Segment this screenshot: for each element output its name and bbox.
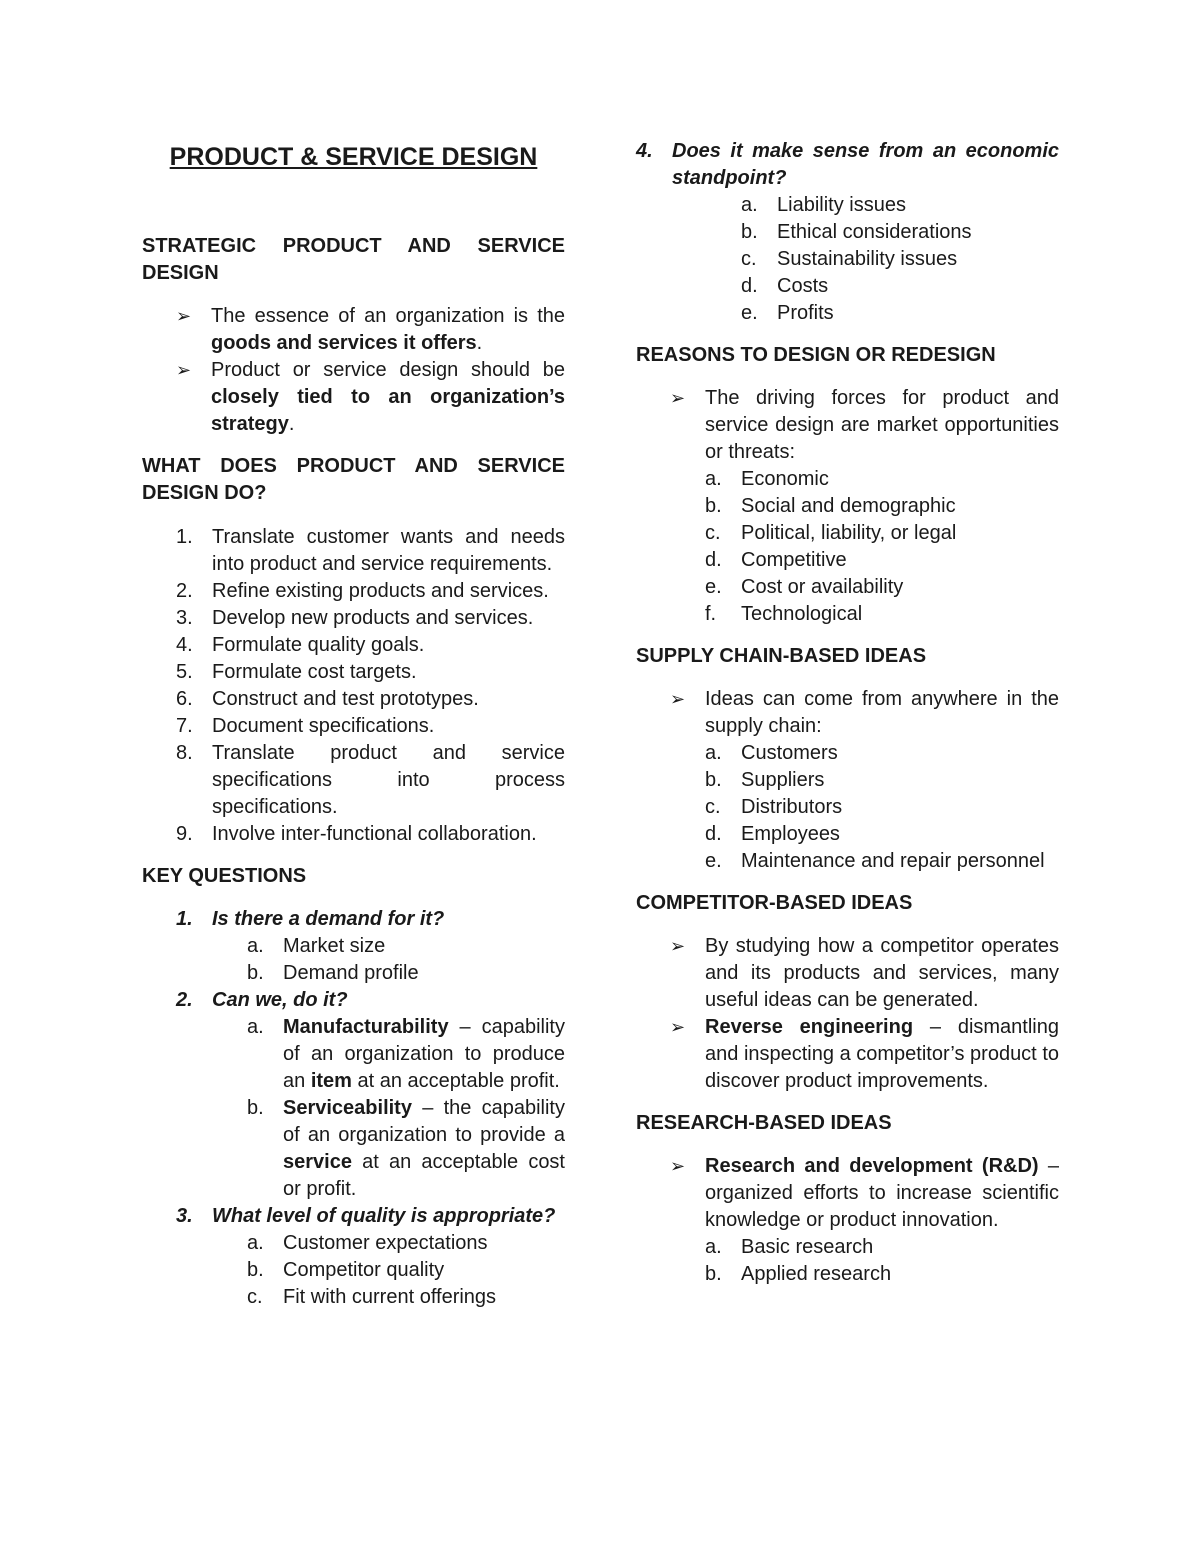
list-number: 8. (176, 742, 193, 764)
sub-text: Employees (741, 823, 840, 845)
question-item (142, 1203, 565, 1230)
sub-text-end: at an acceptable profit. (351, 1070, 560, 1092)
sub-item (636, 740, 1059, 767)
bullet-text: By studying how a competitor operates and its products and services, many useful ideas can be generated. (705, 935, 1059, 1011)
list-item (142, 605, 565, 632)
sub-item (636, 848, 1059, 875)
arrow-bullet-icon: ➢ (670, 689, 686, 709)
numbered-list (142, 524, 565, 848)
sub-text: Customer expectations (283, 1232, 488, 1254)
list-text: Translate customer wants and needs into product and service requirements. (212, 526, 565, 575)
list-text: Construct and test prototypes. (212, 688, 479, 710)
bullet-item (636, 1014, 1059, 1095)
bullet-text: The driving forces for product and service design are market opportunities or threats: (705, 387, 1059, 463)
question-number: 3. (176, 1205, 193, 1227)
list-number: 9. (176, 823, 193, 845)
arrow-bullet-icon: ➢ (176, 360, 192, 380)
list-number: 1. (176, 526, 193, 548)
sub-item (142, 1014, 565, 1095)
term-reverse-engineering: Reverse engineering (705, 1016, 914, 1038)
sub-item (142, 1230, 565, 1257)
sub-item (142, 1284, 565, 1311)
arrow-bullet-icon: ➢ (670, 388, 686, 408)
sub-letter: d. (741, 275, 758, 297)
sub-letter: c. (705, 522, 721, 544)
sub-letter: b. (247, 1259, 264, 1281)
sub-item (636, 794, 1059, 821)
list-text: Formulate quality goals. (212, 634, 425, 656)
list-item (142, 821, 565, 848)
bullet-item (142, 303, 565, 357)
sub-letter: a. (247, 1232, 264, 1254)
sub-text: Demand profile (283, 962, 419, 984)
bullet-text: The essence of an organization is the (211, 305, 565, 327)
list-text: Refine existing products and services. (212, 580, 549, 602)
sub-text: Cost or availability (741, 576, 904, 598)
sub-item (636, 601, 1059, 628)
arrow-bullet-icon: ➢ (670, 936, 686, 956)
sub-text: Maintenance and repair personnel (741, 850, 1045, 872)
sub-letter: b. (247, 1097, 264, 1119)
sub-text-end: at an acceptable cost or profit. (283, 1151, 565, 1200)
list-item (142, 686, 565, 713)
sub-text: Economic (741, 468, 829, 490)
sub-text: Competitive (741, 549, 847, 571)
sub-letter: b. (247, 962, 264, 984)
sub-item (142, 1257, 565, 1284)
sub-text: Profits (777, 302, 834, 324)
right-column (636, 138, 1059, 1288)
bullet-text: Ideas can come from anywhere in the supply chain: (705, 688, 1059, 737)
bullet-item (636, 385, 1059, 466)
sub-letter: a. (705, 468, 722, 490)
question-text: Is there a demand for it? (212, 908, 445, 930)
question-item (602, 138, 1059, 192)
term-serviceability: Serviceability (283, 1097, 412, 1119)
list-text: Involve inter-functional collaboration. (212, 823, 537, 845)
sub-text: Suppliers (741, 769, 825, 791)
sub-text: Distributors (741, 796, 843, 818)
list-text: Document specifications. (212, 715, 435, 737)
sub-text: Market size (283, 935, 386, 957)
bullet-text-end: . (288, 413, 295, 435)
section-heading-research: RESEARCH-BASED IDEAS (636, 1112, 892, 1134)
sub-letter: e. (741, 302, 758, 324)
sub-letter: c. (741, 248, 757, 270)
sub-item (636, 547, 1059, 574)
section-heading-what-does: WHAT DOES PRODUCT AND SERVICE DESIGN DO? (142, 455, 565, 504)
sub-text: – capability of an organization to produce an (283, 1016, 565, 1092)
section-heading-strategic: STRATEGIC PRODUCT AND SERVICE DESIGN (142, 235, 565, 284)
sub-letter: a. (741, 194, 758, 216)
arrow-bullet-icon: ➢ (670, 1017, 686, 1037)
arrow-bullet-icon: ➢ (670, 1156, 686, 1176)
page-title: PRODUCT & SERVICE DESIGN (169, 143, 538, 171)
list-item (142, 713, 565, 740)
sub-letter: d. (705, 823, 722, 845)
question-number: 2. (176, 989, 193, 1011)
sub-letter: c. (247, 1286, 263, 1308)
sub-item (636, 493, 1059, 520)
question-text: What level of quality is appropriate? (212, 1205, 556, 1227)
sub-item (636, 821, 1059, 848)
bullet-text-end: . (476, 332, 483, 354)
sub-letter: b. (705, 495, 722, 517)
sub-text: Liability issues (777, 194, 906, 216)
list-item (142, 632, 565, 659)
sub-letter: c. (705, 796, 721, 818)
sub-item (636, 520, 1059, 547)
list-text: Develop new products and services. (212, 607, 534, 629)
sub-letter: a. (705, 1236, 722, 1258)
sub-text: Fit with current offerings (283, 1286, 497, 1308)
term-manufacturability: Manufacturability (283, 1016, 449, 1038)
question-text: Can we, do it? (212, 989, 348, 1011)
section-heading-supply-chain: SUPPLY CHAIN-BASED IDEAS (636, 645, 927, 667)
sub-text: Applied research (741, 1263, 892, 1285)
list-item (142, 659, 565, 686)
bullet-text: – dismantling and inspecting a competitor’s product to discover product improvements. (705, 1016, 1059, 1092)
sub-item (636, 192, 1059, 219)
arrow-bullet-icon: ➢ (176, 306, 192, 326)
sub-item (636, 246, 1059, 273)
sub-letter: f. (705, 603, 717, 625)
bullet-item (636, 1153, 1059, 1234)
list-text: Formulate cost targets. (212, 661, 417, 683)
question-item (142, 906, 565, 933)
list-item (142, 524, 565, 578)
sub-letter: b. (741, 221, 758, 243)
bullet-item (142, 357, 565, 438)
section-heading-competitor: COMPETITOR-BASED IDEAS (636, 892, 913, 914)
section-heading-key-questions: KEY QUESTIONS (142, 865, 307, 887)
sub-text: Political, liability, or legal (741, 522, 957, 544)
bullet-bold-text: closely tied to an organization’s strategy (211, 386, 565, 435)
list-number: 6. (176, 688, 193, 710)
sub-text: – the capability of an organization to provide a (283, 1097, 565, 1146)
question-list (142, 906, 565, 1311)
sub-item (636, 466, 1059, 493)
sub-letter: e. (705, 850, 722, 872)
sub-item (636, 300, 1059, 327)
section-heading-reasons: REASONS TO DESIGN OR REDESIGN (636, 344, 996, 366)
list-number: 4. (176, 634, 193, 656)
sub-letter: a. (247, 935, 264, 957)
sub-letter: b. (705, 1263, 722, 1285)
sub-item (636, 273, 1059, 300)
term-item: item (310, 1070, 352, 1092)
sub-text: Costs (777, 275, 829, 297)
sub-text: Customers (741, 742, 838, 764)
sub-item (636, 1234, 1059, 1261)
sub-text: Ethical considerations (777, 221, 972, 243)
sub-letter: a. (247, 1016, 264, 1038)
bullet-text: Product or service design should be (211, 359, 565, 381)
sub-letter: a. (705, 742, 722, 764)
term-research-and-development: Research and development (R&D) (705, 1155, 1039, 1177)
list-number: 7. (176, 715, 193, 737)
sub-item (142, 960, 565, 987)
sub-text: Social and demographic (741, 495, 956, 517)
sub-text: Technological (741, 603, 863, 625)
left-column (142, 138, 565, 1311)
sub-item (636, 767, 1059, 794)
sub-letter: e. (705, 576, 722, 598)
list-item (142, 740, 565, 821)
term-service: service (283, 1151, 352, 1173)
question-text: Does it make sense from an economic standpoint? (672, 140, 1059, 189)
sub-item (142, 933, 565, 960)
sub-item (636, 1261, 1059, 1288)
list-number: 5. (176, 661, 193, 683)
bullet-item (636, 686, 1059, 740)
sub-text: Basic research (741, 1236, 874, 1258)
sub-text: Sustainability issues (777, 248, 958, 270)
list-text: Translate product and service specifications into process specifications. (212, 742, 565, 818)
list-item (142, 578, 565, 605)
bullet-item (636, 933, 1059, 1014)
question-number: 4. (636, 140, 653, 162)
bullet-bold-text: goods and services it offers (211, 332, 477, 354)
sub-letter: b. (705, 769, 722, 791)
list-number: 2. (176, 580, 193, 602)
sub-item (636, 219, 1059, 246)
sub-text: Competitor quality (283, 1259, 445, 1281)
sub-letter: d. (705, 549, 722, 571)
question-number: 1. (176, 908, 193, 930)
question-item (142, 987, 565, 1014)
bullet-text: – organized efforts to increase scientific knowledge or product innovation. (705, 1155, 1059, 1231)
sub-item (142, 1095, 565, 1203)
sub-item (636, 574, 1059, 601)
list-number: 3. (176, 607, 193, 629)
